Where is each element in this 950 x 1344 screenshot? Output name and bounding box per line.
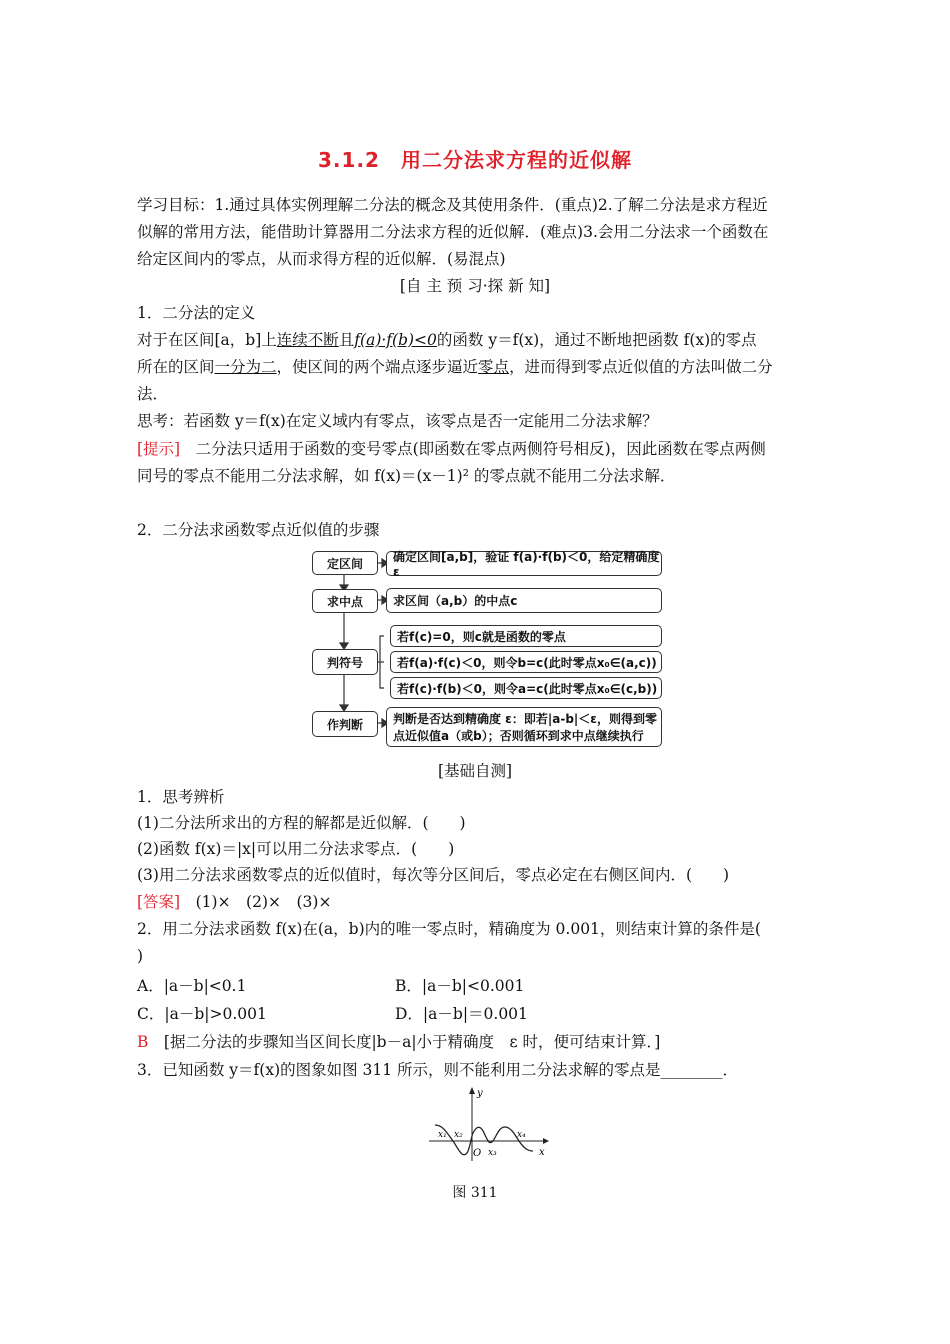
- objectives-line: 给定区间内的零点，从而求得方程的近似解．(易混点): [137, 250, 506, 268]
- text: 所在的区间: [137, 358, 215, 376]
- hint-line: [137, 436, 837, 462]
- x-axis-label: x: [539, 1147, 545, 1158]
- flow-step-define-interval: 定区间: [312, 551, 378, 575]
- flow-step-midpoint: 求中点: [312, 589, 378, 613]
- option-a: A．|a－b|<0.1: [137, 977, 247, 995]
- section-header-preview: [自 主 预 习·探 新 知]: [399, 277, 551, 295]
- text: 判断是否达到精确度 ε：即若|a-b|＜ε，则得到零: [393, 712, 657, 726]
- question-item: ): [137, 947, 144, 965]
- origin-label: O: [473, 1148, 482, 1159]
- y-axis-label: y: [477, 1088, 483, 1099]
- flow-step-judge-desc: [386, 707, 662, 747]
- section-header-basic: [基础自测]: [437, 762, 513, 780]
- definition-heading: 1．二分法的定义: [137, 304, 256, 322]
- definition-line: [137, 354, 837, 380]
- flow-step-check-sign: 判符号: [312, 649, 378, 675]
- option-b: B．|a－b|<0.001: [395, 977, 525, 995]
- underlined-term: f(a)·f(b)<0: [354, 331, 437, 349]
- question-item: 3．已知函数 y＝f(x)的图象如图 311 所示，则不能利用二分法求解的零点是________．: [137, 1061, 739, 1079]
- answer-text: (1)× (2)× (3)×: [180, 893, 332, 911]
- zero-label-x1: x₁: [438, 1130, 447, 1140]
- option-c: C．|a－b|>0.001: [137, 1005, 267, 1023]
- answer-tag: [答案]: [137, 893, 181, 911]
- underlined-term: 连续不断: [276, 331, 339, 349]
- zero-label-x4: x₄: [517, 1130, 526, 1140]
- answer-text: [据二分法的步骤知当区间长度|b－a|小于精确度 ε 时，便可结束计算．]: [148, 1033, 661, 1051]
- page-title: 3.1.2 用二分法求方程的近似解: [318, 148, 632, 172]
- figure-caption: 图 311: [452, 1185, 498, 1201]
- zero-label-x2: x₂: [454, 1130, 463, 1140]
- definition-line: 法．: [137, 385, 169, 403]
- flow-step-define-interval-desc: 确定区间[a,b]，验证 f(a)·f(b)＜0，给定精确度 ε: [386, 551, 662, 576]
- flow-step-judge: 作判断: [312, 711, 378, 737]
- text: 对于在区间[a，b]上: [137, 331, 277, 349]
- think-question: 思考：若函数 y＝f(x)在定义域内有零点，该零点是否一定能用二分法求解？: [137, 412, 658, 430]
- hint-tag: [提示]: [137, 440, 181, 458]
- definition-line: [137, 327, 837, 353]
- flow-step-midpoint-desc: 求区间（a,b）的中点c: [386, 588, 662, 613]
- text: 的函数 y＝f(x)，通过不断地把函数 f(x)的零点: [436, 331, 757, 349]
- text: ，使区间的两个端点逐步逼近: [276, 358, 479, 376]
- text: 点近似值a（或b）；否则循环到求中点继续执行: [393, 729, 644, 743]
- text: 且: [338, 331, 355, 349]
- question-item: (3)用二分法求函数零点的近似值时，每次等分区间后，零点必定在右侧区间内．( ): [137, 866, 730, 884]
- text: ，进而得到零点近似值的方法叫做二分: [509, 358, 773, 376]
- objectives-line: 学习目标：1.通过具体实例理解二分法的概念及其使用条件．(重点)2.了解二分法是求方程近: [137, 196, 768, 214]
- hint-line: 同号的零点不能用二分法求解，如 f(x)＝(x－1)² 的零点就不能用二分法求解．: [137, 467, 676, 485]
- answer-line: [137, 889, 837, 915]
- flow-sign-case: 若f(c)·f(b)＜0，则令a=c(此时零点x₀∈(c,b)): [390, 677, 662, 699]
- option-d: D．|a－b|＝0.001: [395, 1005, 528, 1023]
- underlined-term: 零点: [478, 358, 510, 376]
- steps-heading: 2．二分法求函数零点近似值的步骤: [137, 521, 380, 539]
- question-heading: 1．思考辨析: [137, 788, 225, 806]
- zero-label-x3: x₃: [488, 1148, 497, 1158]
- function-graph: [425, 1085, 550, 1163]
- flow-sign-case: 若f(c)=0，则c就是函数的零点: [390, 625, 662, 647]
- underlined-term: 一分为二: [214, 358, 277, 376]
- answer-line: [137, 1029, 837, 1055]
- bisection-flowchart: [300, 547, 670, 752]
- question-item: (2)函数 f(x)＝|x|可以用二分法求零点．( ): [137, 840, 455, 858]
- function-graph-figure: [425, 1085, 550, 1163]
- question-item: (1)二分法所求出的方程的解都是近似解．( ): [137, 814, 466, 832]
- flow-sign-case: 若f(a)·f(c)＜0，则令b=c(此时零点x₀∈(a,c)): [390, 651, 662, 673]
- objectives-line: 似解的常用方法，能借助计算器用二分法求方程的近似解．(难点)3.会用二分法求一个函数在: [137, 223, 769, 241]
- answer-tag: B: [137, 1033, 149, 1051]
- question-item: 2．用二分法求函数 f(x)在(a，b)内的唯一零点时，精确度为 0.001，则结束计算的条件是(: [137, 920, 761, 938]
- hint-text: 二分法只适用于函数的变号零点(即函数在零点两侧符号相反)，因此函数在零点两侧: [180, 440, 766, 458]
